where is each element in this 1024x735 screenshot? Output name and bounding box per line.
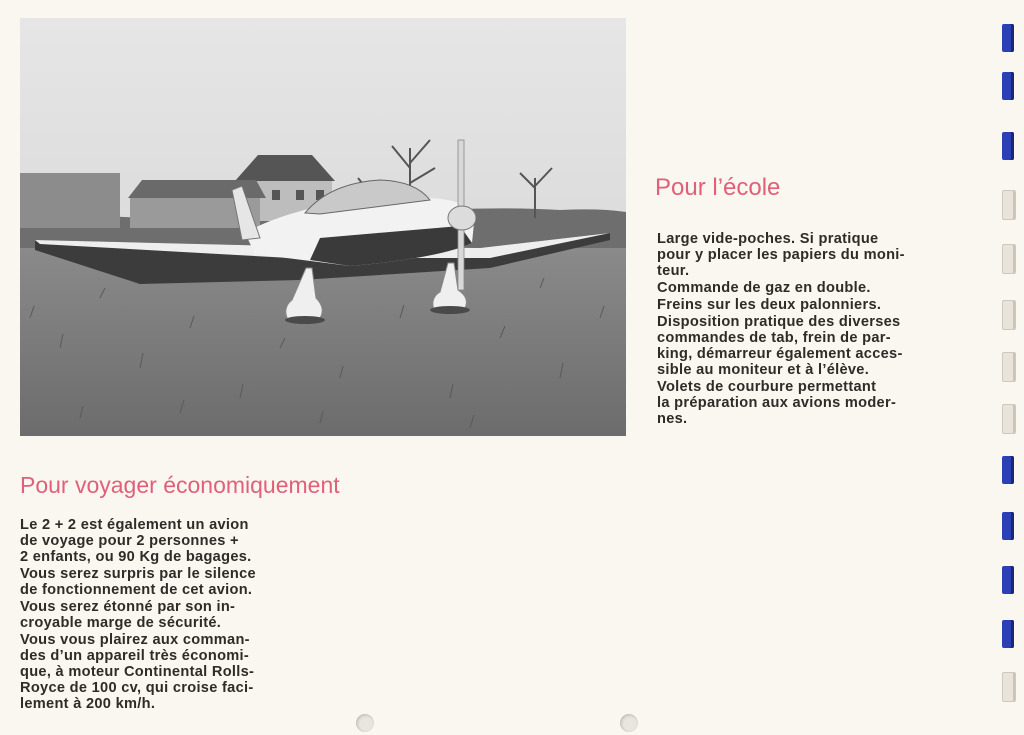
voyage-paragraph: Vous serez surpris par le silence de fonctionnement de cet avion. <box>20 566 256 598</box>
spiral-binding <box>996 0 1024 735</box>
binding-ring <box>1002 190 1016 220</box>
voyage-paragraph: Vous serez étonné par son in- croyable marge de sécurité. <box>20 599 236 631</box>
ecole-heading: Pour l’école <box>655 174 781 201</box>
binding-ring <box>1002 300 1016 330</box>
binding-ring <box>1002 672 1016 702</box>
binding-ring <box>1002 352 1016 382</box>
binding-ring <box>1002 404 1016 434</box>
airplane-photo <box>20 18 626 436</box>
binding-ring <box>1002 456 1014 484</box>
voyage-heading: Pour voyager économiquement <box>20 472 340 498</box>
punch-hole <box>356 714 374 732</box>
binding-ring <box>1002 244 1016 274</box>
ecole-paragraph: Disposition pratique des diverses commandes de tab, frein de par- king, démarreur également acces- sible au moniteur et à l’élève. <box>657 314 903 378</box>
binding-ring <box>1002 24 1014 52</box>
ecole-paragraph: Commande de gaz en double. <box>657 280 871 296</box>
binding-ring <box>1002 566 1014 594</box>
ecole-text <box>657 231 947 428</box>
binding-ring <box>1002 132 1014 160</box>
binding-ring <box>1002 512 1014 540</box>
voyage-text <box>20 517 312 713</box>
ecole-paragraph: Large vide-poches. Si pratique pour y placer les papiers du moni- teur. <box>657 231 905 279</box>
binding-ring <box>1002 620 1014 648</box>
ecole-paragraph: Volets de courbure permettant la préparation aux avions moder- nes. <box>657 379 897 427</box>
voyage-paragraph: Vous vous plairez aux comman- des d’un appareil très économi- que, à moteur Continental Rolls- Royce de 100 cv, qui croise faci- lement à 200 km/h. <box>20 632 255 712</box>
binding-ring <box>1002 72 1014 100</box>
ecole-paragraph: Freins sur les deux palonniers. <box>657 297 882 313</box>
voyage-paragraph: Le 2 + 2 est également un avion de voyage pour 2 personnes + 2 enfants, ou 90 Kg de bagages. <box>20 517 252 565</box>
punch-hole <box>620 714 638 732</box>
